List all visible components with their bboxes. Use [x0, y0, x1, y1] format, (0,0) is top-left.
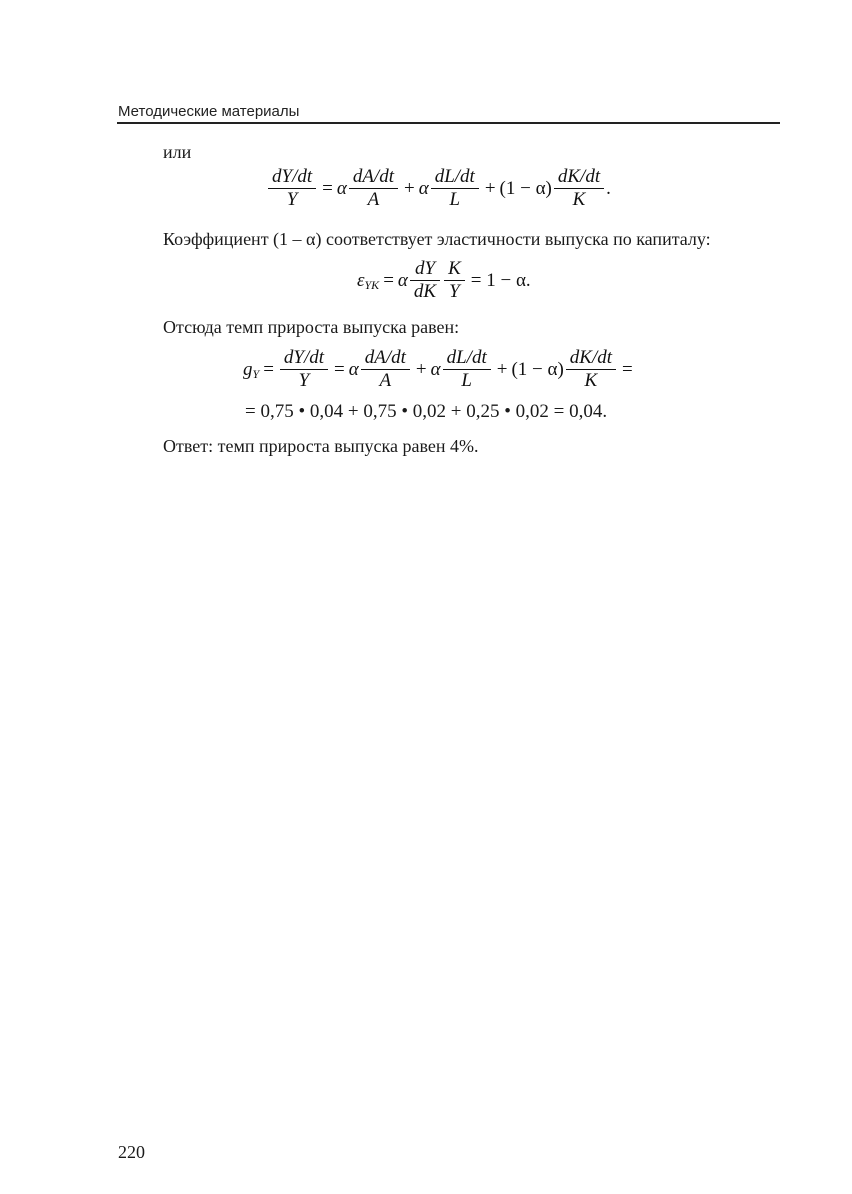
equation-growth-decomposition: $\frac{dY/dt}{Y}$ = α $\frac{dA/dt}{A}$ + α $\frac{dL/dt}{L}$ + (1 − α) $\frac{dK/dt}{K}$ .: [266, 166, 611, 211]
fraction-dY: $\frac{dY/dt}{Y}$: [268, 166, 316, 211]
rate-paragraph: Отсюда темп прироста выпуска равен:: [163, 317, 460, 337]
fraction-dY-dK: $\frac{dY}{dK}$: [410, 258, 440, 303]
fraction-dA: $\frac{dA/dt}{A}$: [349, 166, 398, 211]
coefficient-paragraph: Коэффициент (1 – α) соответствует эластичности выпуска по капиталу:: [163, 229, 711, 249]
equation-growth-rate: g Y = $\frac{dY/dt}{Y}$ = α $\frac{dA/dt}{A}$ + α $\frac{dL/dt}{L}$ + (1 − α) $\frac{dK/dt}{K}$ =: [243, 347, 633, 391]
running-header: Методические материалы: [118, 103, 300, 120]
fraction-dK: $\frac{dK/dt}{K}$: [554, 166, 604, 211]
equation-elasticity: ε YK = α $\frac{dY}{dK}$ $\frac{K}{Y}$ = 1 − α.: [357, 258, 531, 302]
fraction-dL: $\frac{dL/dt}{L}$: [431, 166, 479, 211]
numeric-result-line: = 0,75 • 0,04 + 0,75 • 0,02 + 0,25 • 0,02 = 0,04.: [245, 401, 608, 422]
page-number: 220: [118, 1142, 145, 1162]
answer-paragraph: Ответ: темп прироста выпуска равен 4%.: [163, 436, 479, 456]
header-rule: [117, 122, 780, 124]
word-ili: или: [163, 142, 192, 162]
fraction-K-Y: $\frac{K}{Y}$: [444, 258, 465, 303]
